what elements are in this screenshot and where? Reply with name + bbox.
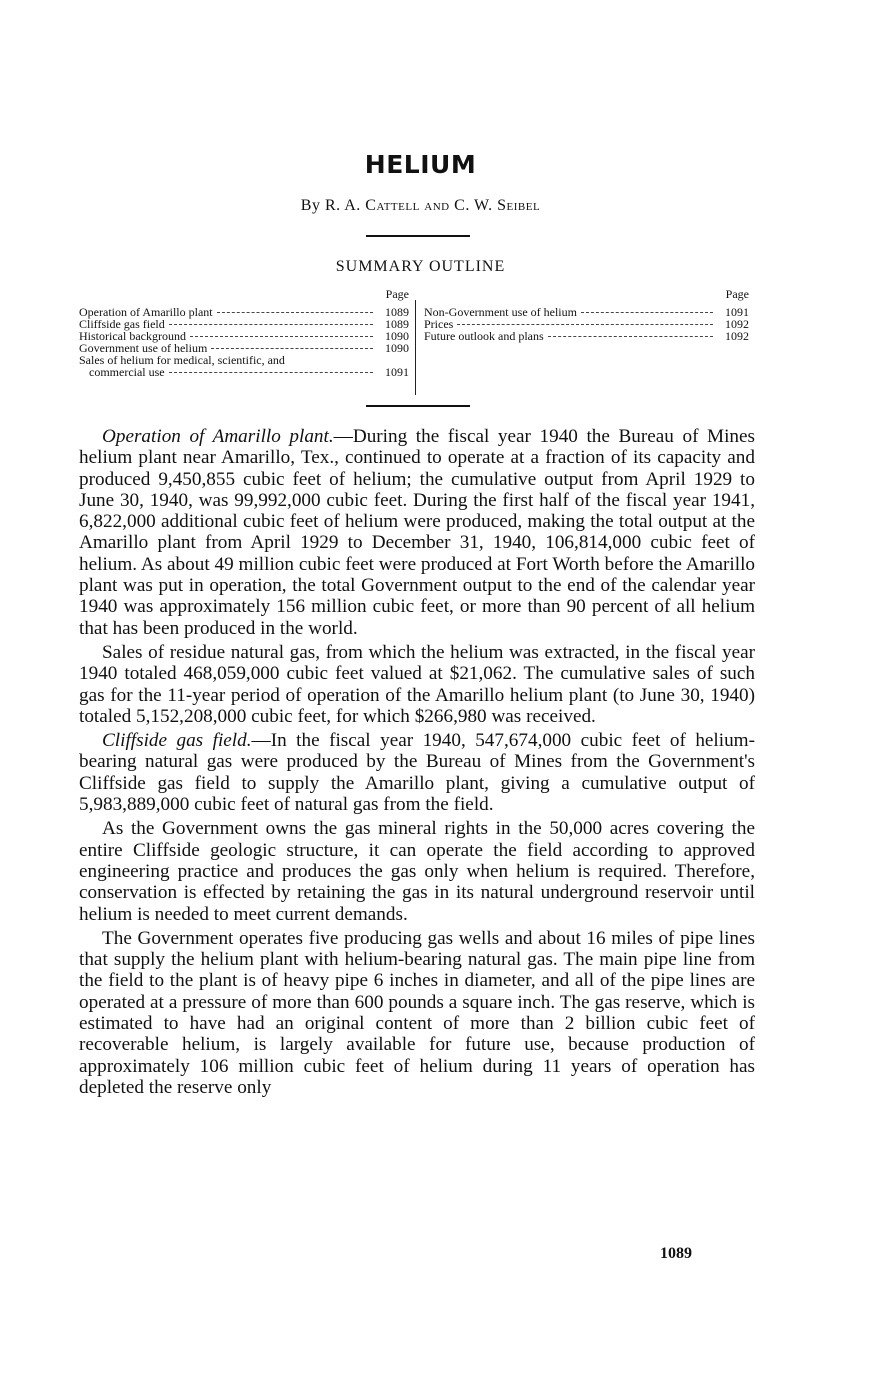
paragraph-gas-wells-pipe-lines (79, 928, 755, 1098)
byline (0, 197, 841, 215)
paragraph-text: Sales of residue natural gas, from which the helium was extracted, in the fiscal year 1940 totaled 468,059,000 cubic feet valued at $21,062. The cumulative sales of such gas for the 11-year period of operation of the Amarillo helium plant (to June 30, 1940) totaled 5,152,208,000 cubic feet, for which $266,980 was received. (79, 641, 755, 727)
dot-leader (211, 348, 373, 349)
page-column-header: Page (385, 287, 409, 301)
outline-entry[interactable] (424, 330, 749, 342)
outline-entry-label: Historical background (79, 329, 186, 343)
paragraph-text: —During the fiscal year 1940 the Bureau of Mines helium plant near Amarillo, Tex., continued to operate at a fraction of its capacity and produced 9,450,855 cubic feet of helium; the cumulative output from April 1929 to June 30, 1940, was 99,992,000 cubic feet. During the first half of the fiscal year 1941, 6,822,000 additional cubic feet of helium were produced, making the total output at the Amarillo plant from April 1929 to December 31, 1940, 106,814,000 cubic feet of helium. As about 49 million cubic feet were produced at Fort Worth before the Amarillo plant was put in operation, the total Government output to the end of the calendar year 1940 was approximately 156 million cubic feet, or more than 90 percent of all helium that has been produced in the world. (79, 426, 755, 639)
dot-leader (190, 336, 373, 337)
author-2: C. W. Seibel (454, 197, 541, 214)
author-1: R. A. Cattell (324, 197, 420, 214)
outline-entry-label: Cliffside gas field (79, 317, 165, 331)
outline-entry-page: 1089 (385, 305, 409, 319)
outline-entry-label: commercial use (89, 365, 165, 379)
outline-right-column (424, 288, 749, 342)
paragraph-text: —In the fiscal year 1940, 547,674,000 cubic feet of helium-bearing natural gas were produced by the Bureau of Mines from the Government's Cliffside gas field to supply the Amarillo plant, giving a cumulative output of 5,983,889,000 cubic feet of natural gas from the field. (79, 730, 755, 816)
outline-entry-label: Government use of helium (79, 341, 208, 355)
page-number: 1089 (660, 1245, 692, 1262)
outline-entry-label: Sales of helium for medical, scientific, and (79, 353, 285, 367)
dot-leader (457, 324, 713, 325)
outline-entry-page: 1090 (385, 341, 409, 355)
dot-leader (169, 372, 373, 373)
paragraph-operation-of-amarillo-plant (79, 426, 755, 639)
outline-entry-label: Future outlook and plans (424, 329, 544, 343)
paragraph-lead: Cliffside gas field. (102, 730, 252, 752)
outline-entry-label: Non-Government use of helium (424, 305, 577, 319)
divider-top (366, 235, 470, 237)
outline-entry-page: 1090 (385, 329, 409, 343)
paragraph-cliffside-gas-field (79, 730, 755, 815)
outline-entry-page: 1091 (385, 365, 409, 379)
byline-and: and (424, 197, 450, 214)
byline-prefix: By (300, 197, 321, 214)
divider-bottom (366, 405, 470, 407)
dot-leader (217, 312, 373, 313)
paragraph-text: The Government operates five producing gas wells and about 16 miles of pipe lines that supply the helium plant with helium-bearing natural gas. The main pipe line from the field to the plant is of heavy pipe 6 inches in diameter, and all of the pipe lines are operated at a pressure of more than 600 pounds a square inch. The gas reserve, which is estimated to have had an original content of more than 2 billion cubic feet of recoverable helium, is largely available for future use, because production of approximately 106 million cubic feet of helium during 11 years of operation has depleted the reserve only (79, 927, 755, 1098)
article-body (79, 426, 755, 1098)
outline-column-divider (415, 300, 416, 395)
page-column-header: Page (725, 287, 749, 301)
paragraph-lead: Operation of Amarillo plant. (102, 426, 334, 447)
outline-entry-page: 1092 (725, 317, 749, 331)
article-title: HELIUM (364, 150, 477, 179)
outline-entry-page: 1092 (725, 329, 749, 343)
dot-leader (169, 324, 373, 325)
outline-entry-label: Operation of Amarillo plant (79, 305, 213, 319)
outline-entry-page: 1091 (725, 305, 749, 319)
outline-entry-label: Prices (424, 317, 454, 331)
outline-entry-page: 1089 (385, 317, 409, 331)
dot-leader (581, 312, 713, 313)
outline-entry[interactable] (424, 306, 749, 318)
summary-outline-heading: SUMMARY OUTLINE (335, 258, 506, 275)
paragraph-residue-gas-sales (79, 642, 755, 727)
dot-leader (548, 336, 713, 337)
paragraph-mineral-rights (79, 818, 755, 924)
paragraph-text: As the Government owns the gas mineral rights in the 50,000 acres covering the entire Cliffside geologic structure, it can operate the field according to approved engineering practice and produces the gas only when helium is required. Therefore, conservation is effected by retaining the gas in its natural underground reservoir until helium is needed to meet current demands. (79, 818, 755, 925)
outline-entry-continuation[interactable] (79, 366, 409, 379)
outline-left-column (79, 288, 409, 379)
